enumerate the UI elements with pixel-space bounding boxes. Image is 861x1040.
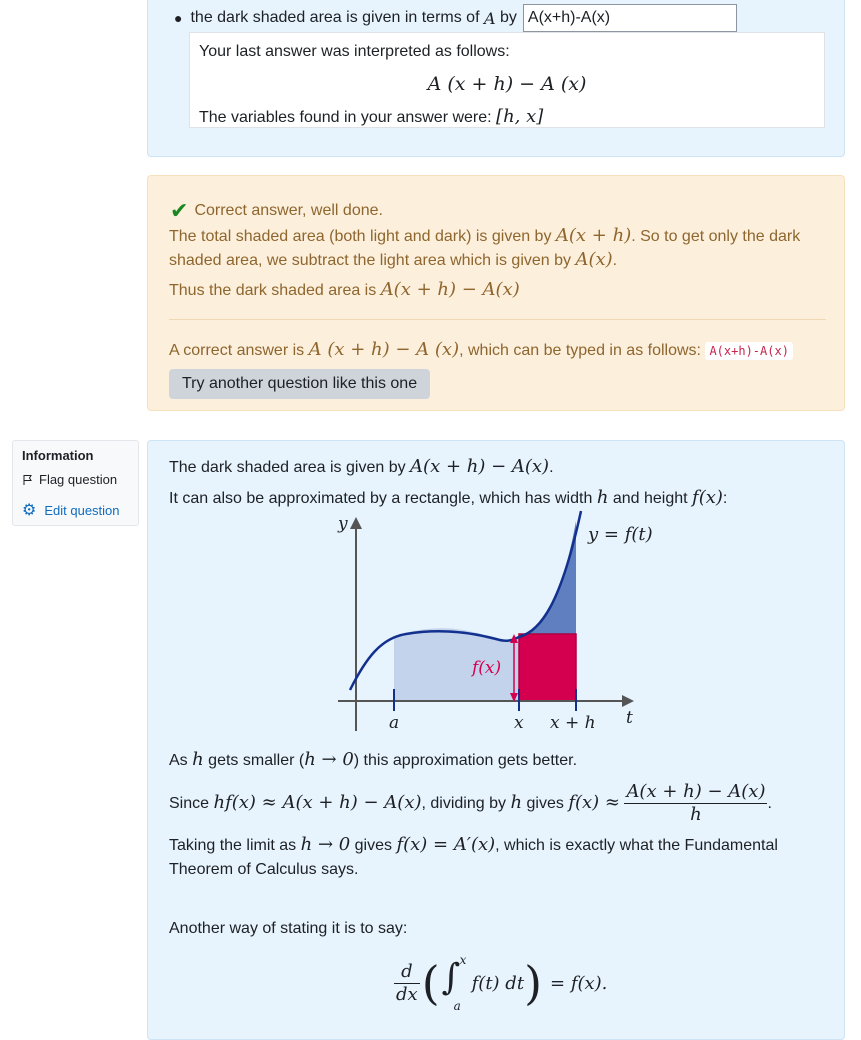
approx-rectangle bbox=[519, 634, 576, 701]
tick-a-label: a bbox=[389, 713, 400, 733]
area-diagram bbox=[336, 513, 653, 743]
p5-b: gives bbox=[354, 837, 393, 854]
feedback-text-1 bbox=[169, 224, 829, 272]
correct-code: A(x+h)-A(x) bbox=[705, 342, 792, 360]
p5-d: Theorem of Calculus says. bbox=[169, 861, 359, 878]
interp-expr: A (x + h) − A (x) bbox=[427, 73, 587, 95]
correct-answer-line bbox=[169, 339, 793, 360]
p5-a: Taking the limit as bbox=[169, 837, 297, 854]
edit-question-link[interactable] bbox=[22, 500, 120, 520]
p5-c: , which is exactly what the Fundamental bbox=[495, 837, 778, 854]
ca-a: A correct answer is bbox=[169, 342, 305, 359]
prompt-var: A bbox=[483, 8, 496, 28]
p3-math2: h → 0 bbox=[304, 749, 354, 770]
ftc-derivative bbox=[394, 961, 420, 1006]
dark-shaded-region bbox=[519, 521, 576, 637]
gen-p2 bbox=[169, 487, 727, 508]
p3-b: gets smaller ( bbox=[208, 752, 305, 769]
integral-glyph: ∫ bbox=[441, 957, 461, 998]
status-text: Correct answer, well done. bbox=[194, 202, 383, 219]
left-paren: ( bbox=[421, 956, 440, 1010]
p2-math1: h bbox=[596, 487, 609, 508]
divider bbox=[169, 319, 826, 320]
p5-math2: f(x) = A′(x) bbox=[396, 834, 496, 855]
gen-p6: Another way of stating it is to say: bbox=[169, 920, 408, 937]
ca-b: , which can be typed in as follows: bbox=[459, 342, 701, 359]
p1-math: A(x + h) − A(x) bbox=[410, 456, 550, 477]
check-icon: ✔ bbox=[170, 198, 189, 223]
specific-feedback bbox=[147, 175, 845, 411]
bullet: ● bbox=[174, 10, 183, 26]
answer-prompt bbox=[174, 4, 737, 32]
p1-a: The dark shaded area is given by bbox=[169, 459, 406, 476]
ca-math: A (x + h) − A (x) bbox=[308, 339, 460, 360]
vars-value: [h, x] bbox=[496, 106, 544, 127]
question-info bbox=[12, 440, 139, 526]
tick-x-label: x bbox=[514, 713, 524, 733]
p4-fraction bbox=[624, 781, 767, 826]
flag-label: Flag question bbox=[39, 472, 118, 487]
answer-input[interactable] bbox=[523, 4, 737, 32]
flag-icon bbox=[22, 474, 34, 486]
answer-panel bbox=[147, 0, 845, 157]
prompt-text: the dark shaded area is given in terms of bbox=[190, 9, 480, 26]
p2-b: and height bbox=[612, 490, 688, 507]
p2-c: : bbox=[722, 490, 728, 507]
p1-b: . bbox=[549, 459, 554, 476]
p3-math1: h bbox=[192, 749, 204, 770]
fb1-math2: A(x) bbox=[575, 249, 613, 270]
flag-question-link[interactable] bbox=[22, 472, 117, 487]
ftc-dx: dx bbox=[396, 983, 418, 1005]
integral-sign bbox=[440, 955, 466, 1011]
fb1-math1: A(x + h) bbox=[555, 225, 632, 246]
general-feedback bbox=[147, 440, 845, 1040]
p4-math3: f(x) ≈ bbox=[568, 792, 620, 813]
p4-d: . bbox=[767, 795, 772, 812]
t-axis-arrow bbox=[622, 695, 634, 707]
p4-a: Since bbox=[169, 795, 210, 812]
y-axis-arrow bbox=[350, 517, 362, 529]
edit-label: Edit question bbox=[44, 502, 120, 518]
gen-p5 bbox=[169, 833, 809, 882]
y-axis-label: y bbox=[338, 514, 348, 534]
try-another-button[interactable]: Try another question like this one bbox=[169, 369, 430, 399]
gen-p1 bbox=[169, 456, 554, 477]
ftc-rhs: = f(x). bbox=[550, 972, 608, 994]
p3-c: ) this approximation gets better. bbox=[353, 752, 578, 769]
t-axis-label: t bbox=[626, 708, 633, 728]
p3-a: As bbox=[169, 752, 188, 769]
ftc-d: d bbox=[394, 961, 420, 984]
interp-label: Your last answer was interpreted as follows: bbox=[199, 43, 510, 60]
right-paren: ) bbox=[524, 956, 543, 1010]
correct-status bbox=[170, 198, 383, 224]
gen-p4 bbox=[169, 779, 772, 828]
prompt-by: by bbox=[499, 9, 517, 26]
p2-a: It can also be approximated by a rectangle, which has width bbox=[169, 490, 593, 507]
fb2-math: A(x + h) − A(x) bbox=[380, 279, 520, 300]
fx-label: f(x) bbox=[472, 658, 502, 678]
p5-math1: h → 0 bbox=[300, 834, 351, 855]
p2-math2: f(x) bbox=[692, 487, 723, 508]
ftc-upper: x bbox=[459, 953, 467, 967]
ftc-integrand: f(t) dt bbox=[471, 972, 525, 994]
p4-b: , dividing by bbox=[421, 795, 506, 812]
interpretation-box bbox=[189, 32, 825, 128]
curve-label: y = f(t) bbox=[588, 524, 653, 545]
p4-c: gives bbox=[526, 795, 564, 812]
fb1-c: . bbox=[612, 252, 618, 269]
tick-xh-label: x + h bbox=[550, 713, 596, 733]
ftc-formula bbox=[394, 953, 607, 1013]
fb1-b: . So to get only the dark shaded area, we subtract the light area which is given by bbox=[169, 228, 801, 269]
vars-label: The variables found in your answer were: bbox=[199, 109, 492, 126]
info-title: Information bbox=[22, 448, 94, 463]
gen-p3 bbox=[169, 749, 577, 770]
p4-math2: h bbox=[510, 792, 523, 813]
vars-line bbox=[199, 106, 543, 127]
gear-icon: ⚙ bbox=[22, 502, 37, 519]
ftc-lower: a bbox=[453, 999, 461, 1013]
feedback-text-2 bbox=[169, 279, 520, 300]
p4-denominator: h bbox=[690, 804, 702, 826]
fb2-a: Thus the dark shaded area is bbox=[169, 282, 377, 299]
p4-numerator: A(x + h) − A(x) bbox=[626, 781, 766, 803]
fb1-a: The total shaded area (both light and dark) is given by bbox=[169, 228, 552, 245]
p4-math1: hf(x) ≈ A(x + h) − A(x) bbox=[213, 792, 422, 813]
